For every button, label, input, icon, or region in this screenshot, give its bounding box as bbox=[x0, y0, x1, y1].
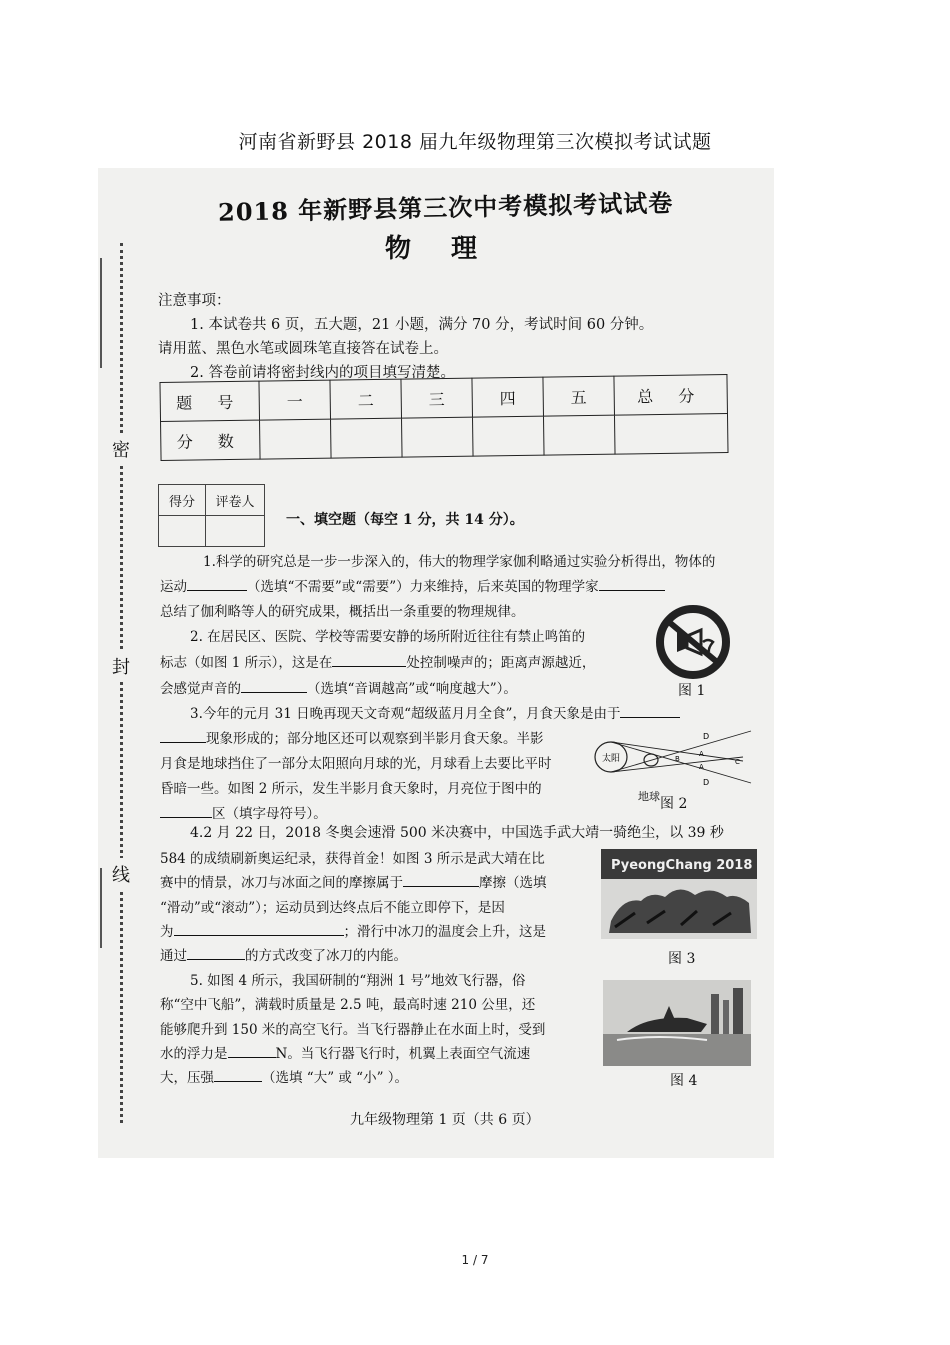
ground-effect-vehicle-photo bbox=[603, 980, 751, 1066]
grader-table bbox=[158, 484, 265, 547]
score-table-cell: 一 bbox=[259, 380, 331, 420]
notice-item-2: 2. 答卷前请将密封线内的项目填写清楚。 bbox=[190, 365, 455, 381]
question-4-line: 通过 的方式改变了冰刀的内能。 bbox=[160, 948, 407, 964]
question-4-line: 为 ；滑行中冰刀的温度会上升，这是 bbox=[160, 924, 546, 940]
page-number: 1 / 7 bbox=[461, 1253, 489, 1267]
notice-heading: 注意事项： bbox=[158, 293, 231, 309]
seal-line bbox=[120, 243, 123, 1123]
region-label: D bbox=[703, 732, 710, 741]
answer-blank[interactable] bbox=[174, 923, 344, 936]
seal-char-mi: 密 bbox=[112, 433, 130, 465]
answer-blank[interactable] bbox=[187, 947, 245, 960]
question-1-line: 运动 （选填“不需要”或“需要”）力来维持，后来英国的物理学家 bbox=[160, 575, 665, 595]
answer-blank[interactable] bbox=[332, 654, 406, 667]
grader-cell: 得分 bbox=[159, 485, 206, 516]
question-3-line: 3.今年的元月 31 日晚再现天文奇观“超级蓝月月全食”，月食天象是由于 bbox=[190, 702, 680, 722]
question-4-line: “滑动”或“滚动”）；运动员到达终点后不能立即停下，是因 bbox=[160, 900, 505, 916]
scan-edge-mark bbox=[100, 868, 102, 948]
score-table-cell: 分 数 bbox=[161, 420, 261, 460]
score-table-cell: 题 号 bbox=[160, 381, 260, 421]
figure-4-caption: 图 4 bbox=[670, 1073, 698, 1089]
grader-cell bbox=[206, 516, 265, 547]
question-4-line: 584 的成绩刷新奥运纪录，获得首金！如图 3 所示是武大靖在比 bbox=[160, 851, 545, 867]
question-3-line: 月食是地球挡住了一部分太阳照向月球的光，月球看上去要比平时 bbox=[160, 756, 552, 772]
question-3-line: 现象形成的；部分地区还可以观察到半影月食天象。半影 bbox=[160, 727, 544, 747]
answer-blank[interactable] bbox=[187, 578, 247, 591]
question-5-line: 5. 如图 4 所示，我国研制的“翔洲 1 号”地效飞行器，俗 bbox=[190, 973, 526, 989]
question-4-line: 4.2 月 22 日，2018 冬奥会速滑 500 米决赛中，中国选手武大靖一骑绝尘，以 39 秒 bbox=[190, 825, 724, 841]
pyeongchang-banner: PyeongChang 2018 bbox=[611, 858, 753, 873]
region-label: A bbox=[699, 750, 704, 758]
question-5-line: 能够爬升到 150 米的高空飞行。当飞行器静止在水面上时，受到 bbox=[160, 1022, 546, 1038]
answer-blank[interactable] bbox=[160, 730, 206, 743]
question-3-line: 昏暗一些。如图 2 所示，发生半影月食天象时，月亮位于图中的 bbox=[160, 781, 542, 797]
sun-label: 太阳 bbox=[602, 754, 621, 764]
score-table-cell: 三 bbox=[401, 378, 473, 418]
notice-item-1b: 请用蓝、黑色水笔或圆珠笔直接答在试卷上。 bbox=[158, 341, 448, 357]
eclipse-diagram bbox=[593, 725, 753, 791]
score-table-row bbox=[161, 414, 728, 461]
seal-char-xian: 线 bbox=[112, 858, 130, 890]
score-table-cell bbox=[402, 417, 474, 457]
document-title: 河南省新野县 2018 届九年级物理第三次模拟考试试题 bbox=[238, 131, 712, 153]
score-table bbox=[159, 374, 728, 461]
region-label: C bbox=[735, 758, 740, 766]
page-footer: 九年级物理第 1 页（共 6 页） bbox=[350, 1112, 540, 1128]
section-title: 一、填空题（每空 1 分，共 14 分）。 bbox=[286, 512, 524, 528]
question-5-line: 大，压强 （选填 “大” 或 “小” ）。 bbox=[160, 1070, 409, 1086]
score-table-cell bbox=[260, 419, 332, 459]
region-label: D bbox=[703, 778, 710, 787]
no-honking-sign-icon bbox=[653, 602, 733, 682]
question-1-line: 总结了伽利略等人的研究成果，概括出一条重要的物理规律。 bbox=[160, 604, 525, 620]
answer-blank[interactable] bbox=[214, 1069, 262, 1082]
grader-cell: 评卷人 bbox=[206, 485, 265, 516]
region-label: B bbox=[675, 755, 680, 763]
score-table-cell bbox=[543, 415, 615, 455]
question-2-line: 会感觉声音的 （选填“音调越高”或“响度越大”）。 bbox=[160, 681, 517, 697]
question-5-line: 称“空中飞船”，满载时质量是 2.5 吨，最高时速 210 公里，还 bbox=[160, 997, 536, 1013]
exam-subject: 物理 bbox=[385, 234, 518, 264]
figure-1-caption: 图 1 bbox=[678, 683, 706, 699]
answer-blank[interactable] bbox=[599, 578, 665, 591]
answer-blank[interactable] bbox=[160, 805, 212, 818]
score-table-cell bbox=[331, 418, 403, 458]
question-4-line: 赛中的情景，冰刀与冰面之间的摩擦属于 摩擦（选填 bbox=[160, 875, 547, 891]
score-table-cell bbox=[472, 416, 544, 456]
answer-blank[interactable] bbox=[403, 874, 479, 887]
score-table-cell: 二 bbox=[330, 379, 402, 419]
scan-edge-mark bbox=[100, 258, 102, 368]
question-1-line: 1.科学的研究总是一步一步深入的，伟大的物理学家伽利略通过实验分析得出，物体的 bbox=[203, 554, 716, 570]
region-label: A bbox=[699, 763, 704, 771]
question-2-line: 2. 在居民区、医院、学校等需要安静的场所附近往往有禁止鸣笛的 bbox=[190, 629, 586, 645]
answer-blank[interactable] bbox=[228, 1045, 276, 1058]
figure-3-caption: 图 3 bbox=[668, 951, 696, 967]
score-table-cell bbox=[614, 414, 728, 455]
question-3-line: 区（填字母符号）。 bbox=[160, 802, 327, 822]
scanned-exam-page bbox=[98, 168, 774, 1158]
notice-item-1a: 1. 本试卷共 6 页，五大题，21 小题，满分 70 分，考试时间 60 分钟。 bbox=[190, 317, 654, 333]
figure-2-caption: 图 2 bbox=[660, 796, 688, 812]
seal-char-feng: 封 bbox=[112, 650, 130, 682]
speed-skating-photo bbox=[601, 849, 757, 939]
score-table-cell: 总 分 bbox=[614, 375, 728, 416]
question-5-line: 水的浮力是 N。当飞行器飞行时，机翼上表面空气流速 bbox=[160, 1046, 531, 1062]
earth-label: 地球 bbox=[638, 790, 660, 803]
question-2-line: 标志（如图 1 所示），这是在 处控制噪声的；距离声源越近， bbox=[160, 655, 596, 671]
answer-blank[interactable] bbox=[241, 680, 307, 693]
score-table-cell: 五 bbox=[543, 376, 615, 416]
score-table-cell: 四 bbox=[472, 377, 544, 417]
exam-title: 2018 年新野县第三次中考模拟考试试卷 bbox=[217, 188, 674, 227]
grader-cell bbox=[159, 516, 206, 547]
answer-blank[interactable] bbox=[620, 705, 680, 718]
